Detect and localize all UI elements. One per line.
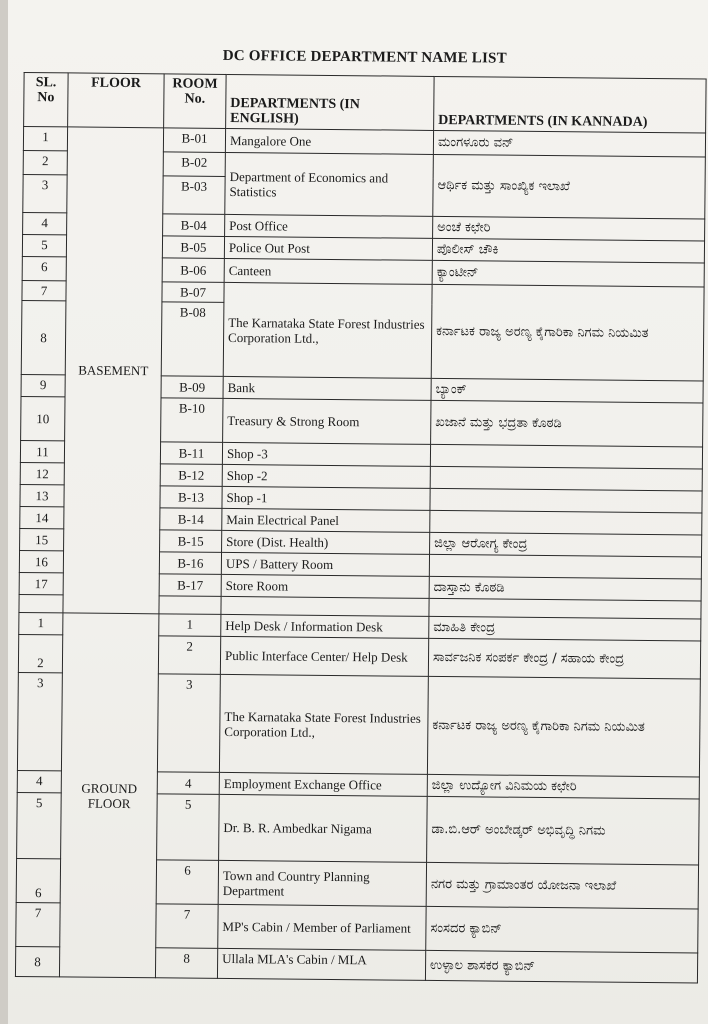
room-no: B-13	[160, 486, 222, 509]
sl-no: 3	[17, 672, 62, 770]
dept-kannada: ಮಂಗಳೂರು ವನ್	[433, 130, 705, 157]
sl-no: 4	[23, 212, 67, 234]
dept-english: Shop -1	[222, 486, 430, 510]
room-no: 4	[157, 772, 219, 795]
dept-english: Canteen	[224, 258, 432, 284]
sl-no: 2	[18, 634, 62, 672]
sl-no: 5	[17, 792, 62, 858]
dept-english: Bank	[223, 376, 431, 400]
dept-kannada: ಅಂಚೆ ಕಛೇರಿ	[433, 216, 705, 241]
sl-no: 2	[23, 150, 67, 174]
floor-basement: BASEMENT	[63, 127, 164, 614]
dept-kannada: ಕರ್ನಾಟಕ ರಾಜ್ಯ ಅರಣ್ಯ ಕೈಗಾರಿಕಾ ನಿಗಮ ನಿಯಮಿತ	[427, 676, 700, 777]
sl-no: 14	[20, 506, 64, 528]
room-no: B-10	[161, 398, 223, 443]
dept-kannada: ಮಾಹಿತಿ ಕೇಂದ್ರ	[429, 616, 701, 641]
dept-kannada	[430, 444, 702, 469]
header-floor: FLOOR	[68, 73, 165, 128]
department-table	[15, 72, 707, 984]
room-no: B-11	[160, 442, 222, 465]
room-no: 3	[157, 674, 220, 773]
sl-no: 8	[21, 300, 66, 374]
dept-kannada: ಉಳ್ಳಾಲ ಶಾಸಕರ ಕ್ಯಾಬಿನ್	[425, 950, 697, 983]
room-no: 7	[156, 904, 218, 949]
empty-cell	[159, 596, 221, 615]
empty-cell	[221, 596, 429, 616]
sl-no: 4	[17, 770, 61, 792]
dept-kannada	[430, 466, 702, 491]
sl-no: 12	[20, 462, 64, 484]
header-sl-no: SL. No	[24, 73, 69, 127]
sl-no: 11	[20, 440, 64, 462]
room-no: B-17	[159, 574, 221, 597]
document-sheet	[14, 34, 708, 1024]
empty-cell	[19, 594, 63, 612]
dept-english: Police Out Post	[224, 236, 432, 260]
dept-english: Department of Economics and Statistics	[225, 152, 434, 216]
dept-kannada: ಕರ್ನಾಟಕ ರಾಜ್ಯ ಅರಣ್ಯ ಕೈಗಾರಿಕಾ ನಿಗಮ ನಿಯಮಿತ	[431, 284, 704, 381]
room-no: B-02	[163, 152, 225, 177]
header-departments-english: DEPARTMENTS (IN ENGLISH)	[226, 74, 435, 130]
room-no: B-04	[163, 214, 225, 237]
room-no: 2	[158, 636, 220, 675]
dept-english: Treasury & Strong Room	[223, 398, 431, 444]
dept-kannada: ಸಂಸದರ ಕ್ಯಾಬಿನ್	[426, 906, 698, 953]
sl-no: 1	[23, 127, 67, 151]
dept-kannada: ಕ್ಯಾಂಟೀನ್	[432, 260, 704, 287]
room-no: B-09	[161, 376, 223, 399]
dept-kannada: ಬ್ಯಾಂಕ್	[431, 378, 703, 403]
room-no: B-08	[161, 302, 224, 377]
dept-kannada	[430, 510, 702, 535]
sl-no: 9	[21, 374, 65, 396]
dept-kannada: ಡಾ.ಬಿ.ಆರ್ ಅಂಬೇಡ್ಕರ್ ಅಭಿವೃದ್ಧಿ ನಿಗಮ	[427, 796, 700, 865]
room-no: B-16	[159, 552, 221, 575]
room-no: B-15	[160, 530, 222, 553]
dept-kannada: ನಗರ ಮತ್ತು ಗ್ರಾಮಾಂತರ ಯೋಜನಾ ಇಲಾಖೆ	[426, 862, 698, 909]
dept-english: Help Desk / Information Desk	[221, 614, 429, 638]
room-no: B-07	[162, 282, 224, 303]
dept-english: Ullala MLA's Cabin / MLA	[217, 948, 425, 980]
sl-no: 17	[19, 572, 63, 594]
sl-no: 13	[20, 484, 64, 506]
dept-english: Employment Exchange Office	[219, 772, 427, 796]
document-page	[8, 0, 708, 1024]
sl-no: 7	[22, 280, 66, 300]
sl-no: 6	[22, 256, 66, 280]
dept-english: Main Electrical Panel	[222, 508, 430, 532]
floor-ground: GROUND FLOOR	[59, 613, 158, 978]
header-room-no: ROOM No.	[164, 74, 227, 129]
sl-no: 6	[16, 858, 60, 902]
dept-english: UPS / Battery Room	[221, 552, 429, 576]
dept-kannada: ಸಾರ್ವಜನಿಕ ಸಂಪರ್ಕ ಕೇಂದ್ರ / ಸಹಾಯ ಕೇಂದ್ರ	[428, 638, 700, 679]
document-title: DC OFFICE DEPARTMENT NAME LIST	[222, 47, 507, 67]
dept-kannada	[430, 488, 702, 513]
dept-kannada	[429, 554, 701, 579]
room-no: 5	[157, 794, 220, 861]
room-no: B-14	[160, 508, 222, 531]
room-no: B-05	[162, 236, 224, 259]
dept-kannada: ಜಿಲ್ಲಾ ಆರೋಗ್ಯ ಕೇಂದ್ರ	[430, 532, 702, 557]
room-no: 8	[155, 948, 217, 979]
dept-kannada: ಖಜಾನೆ ಮತ್ತು ಭದ್ರತಾ ಕೊಠಡಿ	[431, 400, 703, 447]
dept-english: Shop -3	[222, 442, 430, 466]
sl-no: 8	[15, 946, 59, 976]
sl-no: 16	[19, 550, 63, 572]
sl-no: 1	[19, 612, 63, 634]
sl-no: 3	[23, 174, 67, 212]
dept-english: Public Interface Center/ Help Desk	[220, 636, 428, 676]
room-no: B-06	[162, 258, 224, 283]
dept-english: Store Room	[221, 574, 429, 598]
dept-kannada: ಆರ್ಥಿಕ ಮತ್ತು ಸಾಂಖ್ಯಿಕ ಇಲಾಖೆ	[433, 154, 706, 219]
sl-no: 7	[16, 902, 60, 946]
dept-english: Dr. B. R. Ambedkar Nigama	[219, 794, 428, 862]
dept-kannada: ಜಿಲ್ಲಾ ಉದ್ಯೋಗ ವಿನಿಮಯ ಕಛೇರಿ	[427, 774, 699, 799]
dept-english: The Karnataka State Forest Industries Corporation Ltd.,	[219, 674, 428, 774]
table-row	[23, 127, 705, 158]
dept-english: Store (Dist. Health)	[222, 530, 430, 554]
header-departments-kannada: DEPARTMENTS (IN KANNADA)	[434, 76, 707, 133]
room-no: 6	[156, 860, 218, 905]
dept-english: Shop -2	[222, 464, 430, 488]
room-no: B-01	[163, 128, 225, 153]
room-no: B-12	[160, 464, 222, 487]
sl-no: 5	[22, 234, 66, 256]
dept-english: Mangalore One	[225, 128, 433, 154]
dept-kannada: ಪೊಲೀಸ್ ಚೌಕಿ	[432, 238, 704, 263]
sl-no: 15	[20, 528, 64, 550]
room-no: B-03	[163, 176, 225, 215]
dept-english: Post Office	[225, 214, 433, 238]
dept-english: MP's Cabin / Member of Parliament	[218, 904, 426, 950]
dept-english: The Karnataka State Forest Industries Corporation Ltd.,	[223, 282, 432, 378]
table-header-row	[24, 73, 706, 134]
dept-english: Town and Country Planning Department	[218, 860, 426, 906]
sl-no: 10	[21, 396, 65, 440]
room-no: 1	[159, 614, 221, 637]
dept-kannada: ದಾಸ್ತಾನು ಕೊಠಡಿ	[429, 576, 701, 601]
